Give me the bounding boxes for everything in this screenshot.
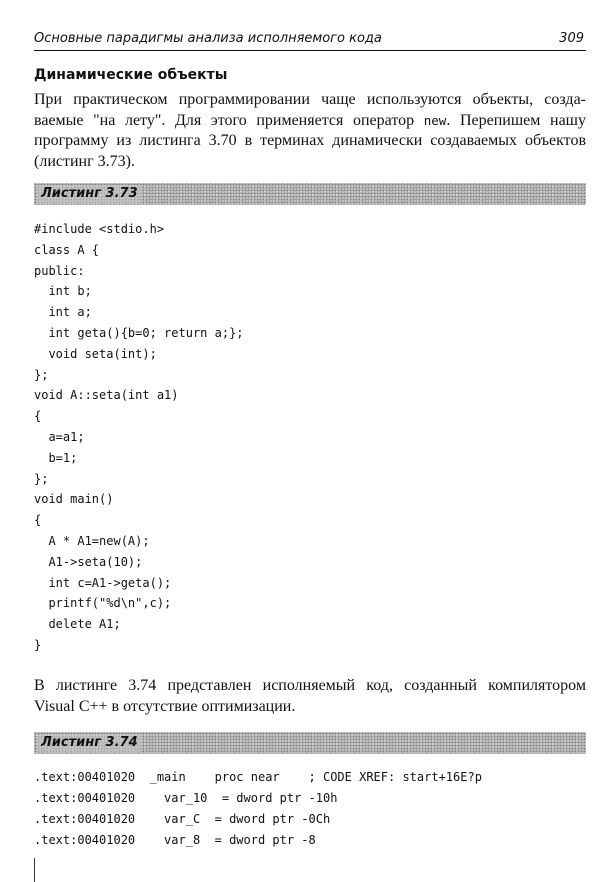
running-header-title: Основные парадигмы анализа исполняемого кода [34,31,382,46]
inline-code-new: new [423,112,447,128]
listing-3-73-label: Листинг 3.73 [38,185,141,203]
page-number: 309 [559,31,584,46]
code-line: { [34,409,42,424]
code-line: void seta(int); [34,346,157,361]
listing-3-73-title-bar [34,183,586,205]
code-line: int geta(){b=0; return a;}; [34,325,244,340]
code-line: public: [34,263,85,278]
section-heading: Динамические объекты [34,67,228,83]
code-line: a=a1; [34,429,85,444]
code-line: int b; [34,284,92,299]
code-line: int c=A1->geta(); [34,575,172,590]
intro-paragraph [34,90,586,172]
code-line: void A::seta(int a1) [34,388,179,403]
listing-3-73-code [34,219,586,656]
code-line: .text:00401020 var_10 = dword ptr -10h [34,791,338,805]
paragraph-line: При практическом программировании чаще используются объекты, созда- [34,91,586,108]
paragraph-line: В листинге 3.74 представлен исполняемый код, созданный компилятором [34,677,586,694]
second-paragraph [34,676,586,717]
code-line: int a; [34,305,92,320]
code-line: printf("%d\n",c); [34,596,172,611]
code-line: delete A1; [34,617,121,632]
code-line: void main() [34,492,114,507]
code-line: } [34,637,42,652]
paragraph-line-with-code [34,111,586,132]
code-line: .text:00401020 var_C = dword ptr -0Ch [34,812,331,826]
code-line: class A { [34,242,100,257]
code-line: A * A1=new(A); [34,533,150,548]
paragraph-text: . Перепишем нашу [446,111,586,129]
listing-3-74-label: Листинг 3.74 [38,734,141,752]
code-line: .text:00401020 var_8 = dword ptr -8 [34,833,316,847]
code-line: A1->seta(10); [34,554,143,569]
code-line: b=1; [34,450,78,465]
code-line: }; [34,367,49,382]
paragraph-line: программу из листинга 3.70 в терминах динамически создаваемых объектов [34,132,586,149]
code-line: }; [34,471,49,486]
paragraph-text: ваемые "на лету". Для этого применяется оператор [34,111,424,129]
code-line: #include <stdio.h> [34,222,165,236]
margin-mark [34,858,35,882]
code-line: { [34,513,42,528]
running-header [34,30,586,51]
listing-3-74-code [34,767,586,851]
code-line: .text:00401020 _main proc near ; CODE XREF: start+16E?p [34,770,482,784]
listing-3-74-title-bar [34,732,586,754]
paragraph-line: Visual C++ в отсутствие оптимизации. [34,697,296,715]
paragraph-line: (листинг 3.73). [34,152,135,170]
